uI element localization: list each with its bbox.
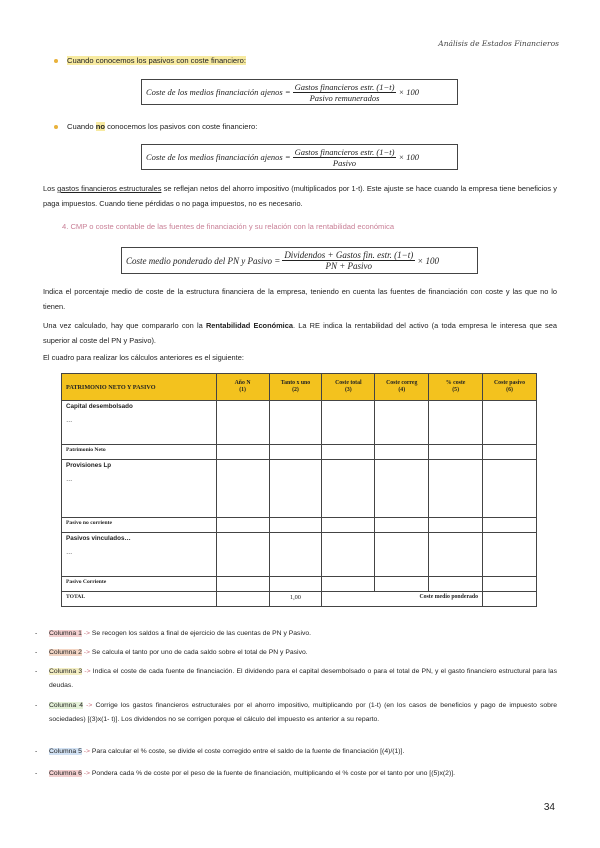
list-item-columna-3: - Columna 3 -> Indica el coste de cada fuente de financiación. El dividendo para el capital desembolsado o para el total de PN, y el gasto financiero estructural para las deudas. [35,668,557,689]
header-col-6: Coste pasivo (6) [483,374,537,401]
page-number: 34 [543,802,555,813]
formula-unknown-liabilities: Coste de los medios financiación ajenos = $\frac{\text{Gastos financieros estr. (1−t)}}{\text{Pasivo}}$ × 100 [141,144,458,170]
paragraph-table-intro: El cuadro para realizar los cálculos anteriores es el siguiente: [43,353,244,362]
cmp-label: Coste medio ponderado [322,592,483,607]
row-label-provisiones: Provisiones Lp … [62,460,217,518]
list-item-columna-2: - Columna 2 -> Se calcula el tanto por uno de cada saldo sobre el total de PN y Pasivo. [35,649,308,656]
row-label-capital: Capital desembolsado … [62,401,217,445]
table-row [62,533,537,577]
header-pn-pasivo: PATRIMONIO NETO Y PASIVO [62,374,217,401]
row-label-pc: Pasivo Corriente [62,577,217,592]
list-item-columna-6: - Columna 6 -> Pondera cada % de coste por el peso de la fuente de financiación, multiplicando el % coste por el tanto por uno [(5)x(2)]. [35,770,455,777]
bullet-unknown-liabilities: Cuando no conocemos los pasivos con coste financiero: [54,122,257,131]
row-label-pn: Patrimonio Neto [62,445,217,460]
header-col-5: % coste (5) [429,374,483,401]
table-total-row [62,592,537,607]
bullet-dot-icon [54,125,58,129]
table-row [62,445,537,460]
bullet-dot-icon [54,59,58,63]
list-item-columna-4: - Columna 4 -> Corrige los gastos financieros estructurales por el ahorro impositivo, multiplicando por (1-t) (en los casos de beneficios y pago de impuesto sobre sociedades) [(3)x(1- t)]. Los dividendos no se corrigen porque el cálculo del impuesto es anterior a su reparto. [35,702,557,723]
header-col-2: Tanto x uno (2) [269,374,322,401]
table-row [62,518,537,533]
formula-weighted-cost: Coste medio ponderado del PN y Pasivo = $\frac{\text{Dividendos + Gastos fin. estr. (1−t)}}{\text{PN + Pasivo}}$ × 100 [121,247,478,274]
table-row [62,401,537,445]
header-col-1: Año N (1) [216,374,269,401]
running-header: Análisis de Estados Financieros [438,39,559,48]
total-tanto-value: 1,00 [269,592,322,607]
row-label-pnc: Pasivo no corriente [62,518,217,533]
header-col-3: Coste total (3) [322,374,375,401]
table-row [62,460,537,518]
list-item-columna-5: - Columna 5 -> Para calcular el % coste, se divide el coste corregido entre el saldo de la fuente de financiación [(4)/(1)]. [35,748,405,755]
row-label-total: TOTAL [62,592,217,607]
paragraph-compare-re: Una vez calculado, hay que compararlo con la Rentabilidad Económica. La RE indica la rentabilidad del activo (a toda empresa le interesa que sea superior al coste del PN y Pasivo). [43,321,557,345]
paragraph-structural-expenses: Los gastos financieros estructurales se reflejan netos del ahorro impositivo (multiplicados por 1-t). Este ajuste se hace cuando la empresa tiene beneficios y paga impuestos. Cuando tiene pérdidas o no paga impuestos, no es necesario. [43,184,557,208]
section-heading-4: 4. CMP o coste contable de las fuentes de financiación y su relación con la rentabilidad económica [62,222,395,231]
cost-table [61,373,537,607]
bullet-known-liabilities: Cuando conocemos los pasivos con coste financiero: [54,56,246,65]
header-col-4: Coste correg (4) [375,374,429,401]
paragraph-cmp-definition: Indica el porcentaje medio de coste de la estructura financiera de la empresa, teniendo en cuenta las fuentes de financiación con coste y las que no lo tienen. [43,287,557,311]
formula-known-liabilities: Coste de los medios financiación ajenos = $\frac{\text{Gastos financieros estr. (1−t)}}{\text{Pasivo remunerados}}$ × 100 [141,79,458,105]
table-row [62,577,537,592]
list-item-columna-1: - Columna 1 -> Se recogen los saldos a final de ejercicio de las cuentas de PN y Pasivo. [35,630,312,637]
table-header-row [62,374,537,401]
row-label-vinculados: Pasivos vinculados… … [62,533,217,577]
